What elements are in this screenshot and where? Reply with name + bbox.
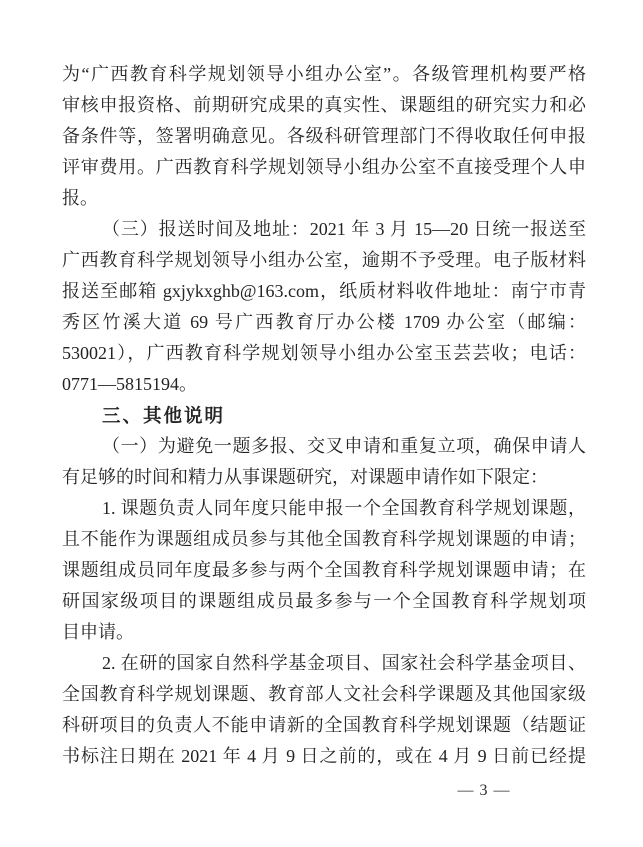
text-line: 研国家级项目的课题组成员最多参与一个全国教育科学规划项	[62, 591, 586, 611]
text-line: 科研项目的负责人不能申请新的全国教育科学规划课题（结题证	[62, 715, 586, 735]
text-line: 全国教育科学规划课题、教育部人文社会科学课题及其他国家级	[62, 684, 586, 704]
text-line: 审核申报资格、前期研究成果的真实性、课题组的研究实力和必	[62, 95, 586, 115]
text-line: 报。	[62, 188, 98, 208]
text-line: 书标注日期在 2021 年 4 月 9 日之前的，或在 4 月 9 日前已经提	[62, 746, 586, 766]
page-number: — 3 —	[457, 782, 511, 799]
text-line: 为“广西教育科学规划领导小组办公室”。各级管理机构要严格	[62, 64, 586, 84]
text-line-email: 报送至邮箱 gxjykxghb@163.com，纸质材料收件地址：南宁市青	[62, 281, 586, 301]
text-line: 广西教育科学规划领导小组办公室，逾期不予受理。电子版材料	[62, 250, 586, 270]
text-line-address: 秀区竹溪大道 69 号广西教育厅办公楼 1709 办公室（邮编：	[62, 312, 586, 332]
text-line-submission: （三）报送时间及地址：2021 年 3 月 15—20 日统一报送至	[102, 219, 586, 239]
text-line-item-2: 2. 在研的国家自然科学基金项目、国家社会科学基金项目、	[102, 653, 586, 673]
document-text-block	[62, 59, 586, 772]
text-line: 有足够的时间和精力从事课题研究，对课题申请作如下限定：	[62, 467, 548, 487]
text-line-item-1: 1. 课题负责人同年度只能申报一个全国教育科学规划课题，	[102, 498, 586, 518]
text-line: 530021），广西教育科学规划领导小组办公室玉芸芸收；电话：	[62, 343, 586, 363]
text-line: 且不能作为课题组成员参与其他全国教育科学规划课题的申请；	[62, 529, 586, 549]
section-heading-other-notes: 三、其他说明	[102, 405, 226, 426]
text-line: 目申请。	[62, 622, 134, 642]
text-line-phone: 0771—5815194。	[62, 374, 197, 394]
text-line: 备条件等，签署明确意见。各级科研管理部门不得收取任何申报	[62, 126, 586, 146]
text-line: 课题组成员同年度最多参与两个全国教育科学规划课题申请；在	[62, 560, 586, 580]
text-line: （一）为避免一题多报、交叉申请和重复立项，确保申请人	[102, 436, 586, 456]
text-line: 评审费用。广西教育科学规划领导小组办公室不直接受理个人申	[62, 157, 586, 177]
